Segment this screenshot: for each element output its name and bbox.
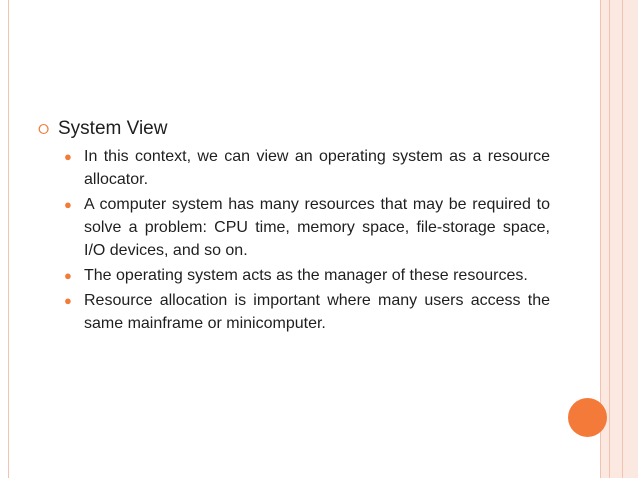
disc-bullet-icon: ● xyxy=(64,149,72,164)
list-item-text: Resource allocation is important where many users access the same mainframe or minicomputer. xyxy=(84,292,550,332)
right-decorative-band xyxy=(600,0,638,478)
right-border-line xyxy=(609,0,610,478)
ring-bullet-icon: ⭘ xyxy=(38,121,50,137)
disc-bullet-icon: ● xyxy=(64,197,72,212)
list-item-text: The operating system acts as the manager of these resources. xyxy=(84,267,528,284)
bullet-level1 xyxy=(38,117,550,141)
accent-circle xyxy=(568,398,607,437)
disc-bullet-icon: ● xyxy=(64,268,72,283)
list-item-text: A computer system has many resources that may be required to solve a problem: CPU time, memory space, file-storage space, I/O devices, and so on. xyxy=(84,196,550,259)
slide-content xyxy=(38,117,550,337)
list-item xyxy=(64,289,550,335)
list-item xyxy=(64,145,550,191)
list-item-text: In this context, we can view an operating system as a resource allocator. xyxy=(84,148,550,188)
left-border-line xyxy=(8,0,9,478)
sub-bullet-list xyxy=(64,145,550,335)
disc-bullet-icon: ● xyxy=(64,293,72,308)
list-item xyxy=(64,193,550,262)
section-heading: System View xyxy=(58,118,168,139)
right-border-line xyxy=(622,0,623,478)
list-item xyxy=(64,264,550,287)
